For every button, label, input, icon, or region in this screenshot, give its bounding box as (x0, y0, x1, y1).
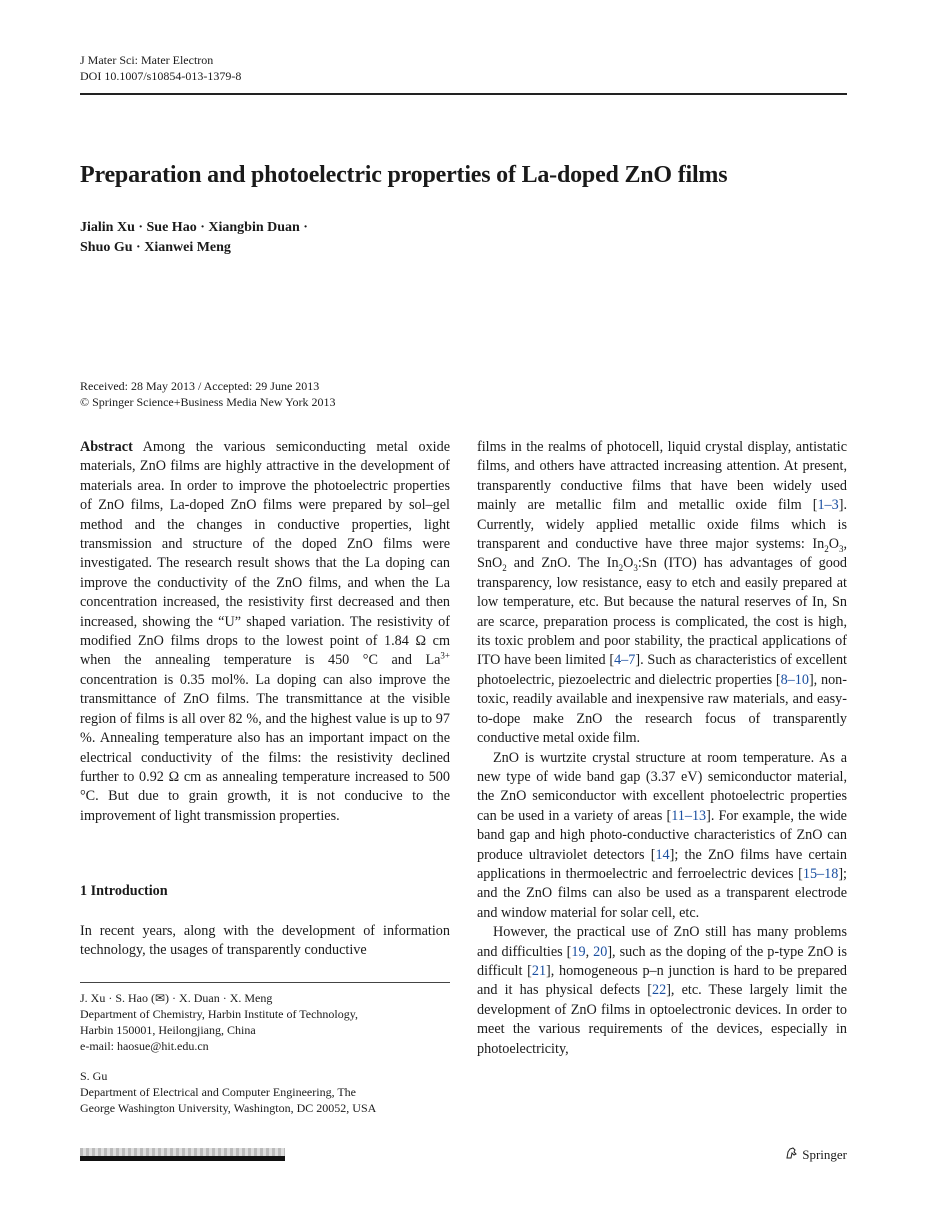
barcode-solid (80, 1156, 285, 1161)
received-accepted: Received: 28 May 2013 / Accepted: 29 June 2013 (80, 379, 320, 393)
text-span: ], homogeneous p–n junction is hard to be prepared and it has physical defects [ (477, 962, 847, 999)
authors-line-2: Shuo Gu · Xianwei Meng (80, 240, 231, 255)
text-span: O (828, 536, 839, 553)
affiliation-1-city: Harbin 150001, Heilongjiang, China (80, 1023, 256, 1037)
subscript: 2 (618, 563, 624, 574)
abstract-text-2: concentration is 0.35 mol%. La doping can also improve the transmittance of ZnO films. The transmittance at the visible region of films is all over 82 %, and the highest value is up to 97 %. Annealing temperature also has an important impact on the electrical conductivity of the films: the resistivity declined further to 0.92 Ω cm as annealing temperature increased to 500 °C. But due to grain growth, it is not conducive to the improvement of light transmission properties. (80, 671, 450, 824)
abstract (80, 438, 450, 826)
header-rule (80, 93, 847, 95)
text-span: , (585, 943, 594, 960)
copyright: © Springer Science+Business Media New York 2013 (80, 395, 336, 409)
text-span: ]; and the ZnO films can also be used as a transparent electrode and window material for solar cell, etc. (477, 865, 847, 921)
springer-horse-icon (784, 1146, 798, 1164)
affiliation-2 (80, 1068, 450, 1116)
text-span: However, the practical use of ZnO still has many problems and difficulties [ (477, 924, 847, 960)
citation-link[interactable]: 15–18 (802, 865, 839, 882)
authors-line-1: Jialin Xu · Sue Hao · Xiangbin Duan · (80, 220, 308, 235)
citation-link[interactable]: 19 (571, 943, 586, 960)
subscript: 2 (824, 543, 829, 554)
text-span: ]. For example, the wide band gap and high photo-conductive characteristics of ZnO can produce ultraviolet detectors [ (477, 807, 847, 863)
section-heading-introduction: 1 Introduction (80, 883, 168, 899)
text-span: :Sn (ITO) has advantages of good transparency, low resistance, easy to etch and easily prepared at low temperature, etc. But because the natural reserves of In, Sn are scarce, preparation process is complicated, the cost is high, its toxic problem and poor stability, the practical applications of ITO have been limited [ (477, 555, 848, 669)
text-span: ]; the ZnO films have certain applications in thermoelectric and ferroelectric devices [ (477, 846, 847, 882)
text-span: and ZnO. The In (506, 555, 619, 572)
text-span: O (623, 555, 634, 572)
text-span: ], etc. These largely limit the development of ZnO films in optoelectronic devices. In order to meet the various requirements of the devices, especially in photoelectricity, (477, 982, 847, 1057)
text-span: ]. Such as characteristics of excellent photoelectric, piezoelectric and dielectric properties [ (477, 652, 847, 688)
journal-header (80, 52, 241, 84)
text-span: ], non-toxic, readily available and inexpensive raw materials, and easy-to-dope make ZnO the research focus of transparently conductive metal oxide film. (477, 671, 847, 747)
affiliation-2-univ: George Washington University, Washington, DC 20052, USA (80, 1101, 377, 1115)
citation-link[interactable]: 8–10 (780, 671, 809, 688)
right-column (477, 438, 847, 1059)
citation-link[interactable]: 22 (652, 982, 667, 999)
doi: DOI 10.1007/s10854-013-1379-8 (80, 69, 242, 83)
text-span: films in the realms of photocell, liquid crystal display, antistatic films, and others have attracted increasing attention. At present, transparently conductive films that have been widely used mainly are metallic film and metallic oxide film [ (477, 439, 847, 514)
affiliation-1-email[interactable]: e-mail: haosue@hit.edu.cn (80, 1039, 209, 1053)
text-span: , SnO (477, 536, 847, 572)
affiliation-1-authors: J. Xu · S. Hao (✉) · X. Duan · X. Meng (80, 991, 273, 1005)
subscript: 3 (633, 563, 638, 574)
subscript: 2 (502, 563, 507, 574)
intro-paragraph-3 (477, 923, 847, 1059)
intro-paragraph-1 (477, 438, 847, 749)
footnote-rule (80, 982, 450, 983)
text-span: ZnO is wurtzite crystal structure at room temperature. As a new type of wide band gap (3.37 eV) semiconductor material, the ZnO semiconductor with excellent photoelectric properties can be used in a variety of areas [ (477, 749, 847, 824)
journal-name: J Mater Sci: Mater Electron (80, 53, 214, 67)
barcode-strip (80, 1148, 285, 1162)
affiliation-1 (80, 990, 450, 1054)
citation-link[interactable]: 11–13 (671, 807, 707, 824)
barcode-stripe (80, 1148, 285, 1156)
text-span: ]. Currently, widely applied metallic oxide films which is transparent and conductive have three major systems: In (477, 497, 847, 553)
affiliation-2-author: S. Gu (80, 1069, 108, 1083)
affiliation-1-dept: Department of Chemistry, Harbin Institute of Technology, (80, 1007, 358, 1021)
citation-link[interactable]: 21 (531, 962, 547, 979)
abstract-superscript: 3+ (440, 650, 450, 661)
author-list (80, 218, 308, 258)
abstract-text-1: Among the various semiconducting metal oxide materials, ZnO films are highly attractive in the development of materials area. In order to improve the photoelectric properties of ZnO films, La-doped ZnO films were prepared by sol–gel method and the changes in conductive properties, light transmission and structure of the doped ZnO films were investigated. The research result shows that the La doping can improve the conductivity of the ZnO films, and when the La concentration increased, the resistivity first decreased and then increased, showing the “U” shaped variation. The resistivity of modified ZnO films drops to the lowest point of 1.84 Ω cm when the annealing temperature is 450 °C and La (80, 439, 450, 669)
introduction-text: In recent years, along with the development of information technology, the usages of transparently conductive (80, 923, 450, 959)
publication-dates (80, 378, 336, 410)
subscript: 3 (838, 543, 844, 554)
citation-link[interactable]: 20 (593, 943, 608, 960)
citation-link[interactable]: 14 (655, 846, 670, 863)
abstract-label: Abstract (80, 439, 133, 455)
publisher-name: Springer (802, 1147, 847, 1162)
citation-link[interactable]: 1–3 (817, 497, 839, 514)
publisher-logo (784, 1146, 847, 1164)
citation-link[interactable]: 4–7 (614, 652, 636, 669)
paper-title: Preparation and photoelectric properties of La-doped ZnO films (80, 162, 728, 188)
text-span: ], such as the doping of the p-type ZnO is difficult [ (477, 943, 847, 979)
intro-paragraph-2 (477, 749, 847, 924)
affiliation-2-dept: Department of Electrical and Computer Engineering, The (80, 1085, 357, 1099)
